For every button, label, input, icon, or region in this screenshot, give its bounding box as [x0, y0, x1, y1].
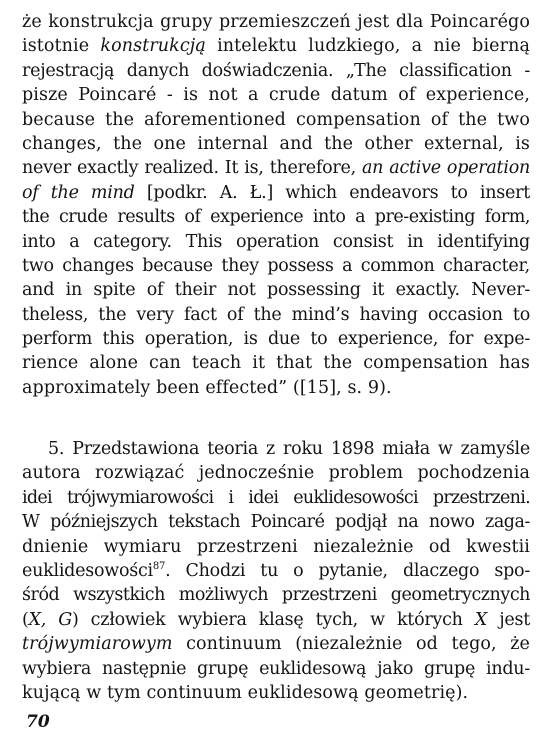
text-run: never exactly realized. It is, therefore, — [22, 158, 362, 179]
emphasis-text: of the mind — [22, 182, 135, 203]
text-line: theless, the very fact of the mind’s having occasion to — [22, 304, 530, 325]
text-line: rience alone can teach it that the compensation has — [22, 353, 530, 374]
text-line: idei trójwymiarowości i idei euklidesowości przestrzeni. — [22, 487, 530, 508]
text-line: kującą w tym continuum euklidesową geometrię). — [22, 682, 469, 703]
text-run: ( — [22, 609, 29, 630]
text-run: jest — [487, 609, 530, 630]
text-line: W późniejszych tekstach Poincaré podjął na nowo zaga- — [22, 512, 530, 533]
text-line: approximately been effected” ([15], s. 9). — [22, 377, 392, 398]
text-line — [22, 632, 530, 656]
text-run: istotnie — [22, 36, 101, 57]
text-line: perform this operation, is due to experience, for expe- — [22, 329, 530, 350]
text-line: pisze Poincaré - is not a crude datum of experience, — [22, 85, 530, 106]
text-line: the crude results of experience into a pre-existing form, — [22, 207, 530, 228]
text-line — [22, 156, 530, 180]
emphasis-text: X, G — [28, 609, 72, 630]
text-line: changes, the one internal and the other external, is — [22, 133, 530, 154]
text-run: [podkr. A. Ł.] which endeavors to insert — [134, 182, 530, 203]
text-line — [22, 181, 530, 205]
text-line: autora rozwiązać jednocześnie problem pochodzenia — [22, 463, 530, 484]
text-line — [22, 34, 530, 58]
text-line: śród wszystkich możliwych przestrzeni geometrycznych — [22, 585, 530, 606]
text-line: że konstrukcja grupy przemieszczeń jest dla Poincarégo — [22, 12, 530, 32]
text-line — [22, 608, 530, 632]
text-line: wybiera następnie grupę euklidesową jako grupę indu- — [22, 658, 530, 679]
paragraph-quote — [22, 10, 530, 400]
text-line: 5. Przedstawiona teoria z roku 1898 miała w zamyśle — [48, 439, 530, 459]
text-line: and in spite of their not possessing it exactly. Never- — [22, 280, 530, 301]
emphasis-text: an active operation — [362, 158, 530, 179]
emphasis-text: X — [474, 609, 488, 630]
text-line: into a category. This operation consist in identifying — [22, 231, 530, 252]
text-line: two changes because they possess a common character, — [22, 255, 530, 276]
text-run: euklidesowości — [22, 560, 153, 581]
text-line — [22, 559, 530, 583]
page-number: 70 — [26, 712, 50, 732]
text-run: intelektu ludzkiego, a nie bierną — [205, 36, 530, 57]
text-line: rejestracją danych doświadczenia. „The classification - — [22, 60, 530, 81]
text-run: . Chodzi tu o pytanie, dlaczego spo- — [165, 560, 530, 581]
emphasis-text: trójwymiarowym — [22, 634, 173, 655]
paragraph-section-5 — [22, 437, 530, 705]
text-run: continuum (niezależnie od tego, że — [172, 634, 530, 655]
emphasis-text: konstrukcją — [100, 36, 206, 57]
text-run: ) człowiek wybiera klasę tych, w których — [71, 609, 475, 630]
text-line: dnienie wymiaru przestrzeni niezależnie od kwestii — [22, 536, 530, 557]
text-line: because the aforementioned compensation of the two — [22, 109, 530, 130]
footnote-marker: 87 — [152, 561, 166, 573]
